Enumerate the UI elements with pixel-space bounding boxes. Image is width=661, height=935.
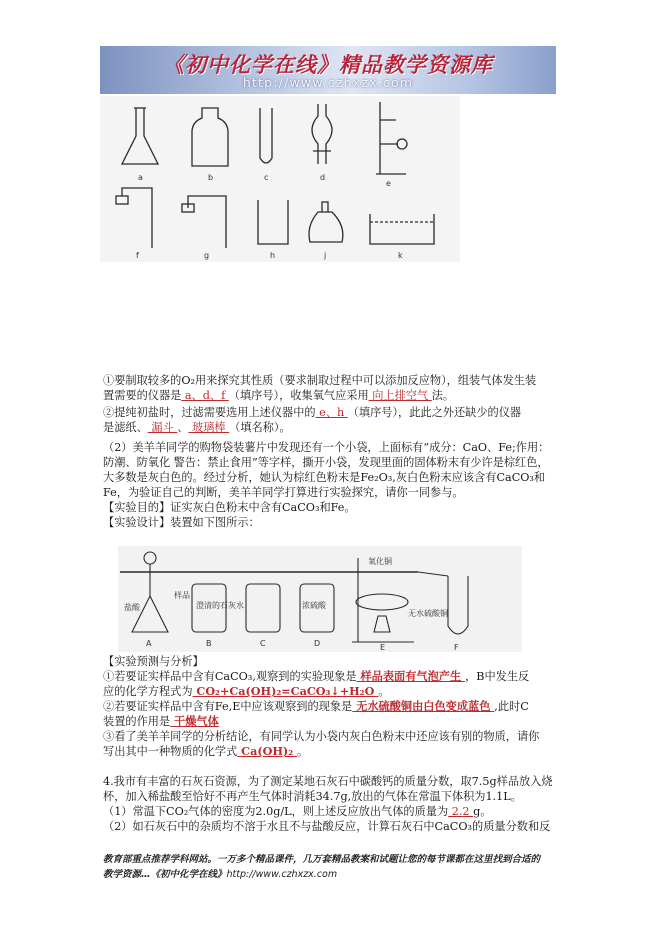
- label-E: E: [380, 643, 386, 652]
- p3-text-end: 。: [297, 745, 309, 758]
- p1-text: ①若要证实样品中含有CaCO₃,观察到的实验现象是: [103, 670, 357, 683]
- label-cuso4: 无水硫酸铜: [408, 609, 448, 618]
- q2-answer-instruments: e、h: [315, 406, 348, 419]
- apparatus-drawing: [100, 96, 460, 262]
- q2-answer-rod: 玻璃棒: [188, 421, 230, 434]
- q1-answer-method: 向上排空气: [368, 389, 432, 402]
- q4-block: [103, 774, 565, 834]
- analysis-p2-line1: [103, 699, 565, 714]
- analysis-p1-line1: [103, 669, 565, 684]
- label-F: F: [454, 643, 459, 652]
- q1-line1: ①要制取较多的O₂用来探究其性质（要求制取过程中可以添加反应物），组装气体发生装: [103, 374, 537, 387]
- q4-text-end: g。: [473, 805, 492, 818]
- q2-line2: [103, 420, 565, 435]
- q1-answer-instruments: a、d、f: [181, 389, 229, 402]
- p2-answer-phenomenon: 无水硫酸铜由白色变成蓝色: [352, 699, 495, 713]
- analysis-block: [103, 654, 565, 759]
- experiment-purpose: 【实验目的】证实灰白色粉末中含有CaCO₃和Fe。: [103, 501, 356, 514]
- p1-text-end: ，B中发生反: [465, 670, 530, 683]
- q4-line3: [103, 804, 565, 819]
- q2-line1: [103, 405, 565, 420]
- label-j: j: [324, 251, 327, 260]
- label-k: k: [398, 251, 403, 260]
- q3-line: 防潮、防氧化 警告：禁止食用”等字样，撕开小袋，发现里面的固体粉末有少许是棕红色，: [103, 456, 549, 469]
- footer-url[interactable]: http://www.czhxzx.com: [226, 869, 338, 880]
- q2-answer-funnel: 漏斗: [147, 421, 178, 434]
- apparatus-figure: [100, 96, 460, 262]
- footer-line2: [103, 867, 563, 882]
- label-cuo: 氧化铜: [368, 557, 392, 566]
- label-hcl: 盐酸: [124, 603, 140, 612]
- label-c: c: [264, 173, 269, 182]
- q2-text-end-2: （填名称）。: [229, 421, 291, 434]
- q4-answer-mass: 2.2: [448, 805, 474, 818]
- label-g: g: [204, 251, 210, 260]
- p1-answer-equation: CO₂+Ca(OH)₂=CaCO₃↓+H₂O: [192, 684, 379, 698]
- q2-text: ②提纯初盐时，过滤需要选用上述仪器中的: [103, 406, 316, 419]
- label-d: d: [320, 173, 326, 182]
- p2-answer-function: 干燥气体: [170, 714, 219, 728]
- q1-text: 置需要的仪器是: [103, 389, 182, 402]
- analysis-p1-line2: [103, 684, 565, 699]
- p2-text-2: 装置的作用是: [103, 715, 171, 728]
- q4-line2: 杯，加入稀盐酸至恰好不再产生气体时消耗34.7g,放出的气体在常温下体积为1.1L。: [103, 790, 522, 803]
- q1-block: [103, 373, 565, 403]
- label-e: e: [386, 179, 391, 188]
- footer: [103, 852, 563, 882]
- banner-url[interactable]: http://www.czhxzx.com: [242, 75, 414, 90]
- q2-text-end: （填序号），此此之外还缺少的仪器: [347, 406, 522, 419]
- q4-line4: （2）如石灰石中的杂质均不溶于水且不与盐酸反应，计算石灰石中CaCO₃的质量分数和反: [103, 820, 551, 833]
- label-sample: 样品: [174, 591, 190, 600]
- setup-drawing: [118, 546, 522, 652]
- label-B: B: [206, 639, 212, 648]
- q3-line: 大多数是灰白色的。经过分析，她认为棕红色粉末是Fe₂O₃,灰白色粉末应该含有CaCO₃和: [103, 471, 546, 484]
- q2-separator: 、: [177, 421, 189, 434]
- q2-text-2: 是滤纸、: [103, 421, 148, 434]
- label-h: h: [270, 251, 276, 260]
- header-banner: [100, 46, 556, 94]
- experiment-design: 【实验设计】装置如下图所示：: [103, 516, 260, 529]
- analysis-p3-line1: ③看了美羊羊同学的分析结论，有同学认为小袋内灰白色粉末中还应该有别的物质，请你: [103, 730, 540, 743]
- analysis-p3-line2: [103, 744, 565, 759]
- label-C: C: [260, 639, 266, 648]
- label-acid: 浓硫酸: [302, 601, 326, 610]
- q1-text-end: 法。: [431, 389, 455, 402]
- q1-text-mid: （填序号），收集氧气应采用: [228, 389, 369, 402]
- label-b: b: [208, 173, 214, 182]
- analysis-p2-line2: [103, 714, 565, 729]
- setup-figure: [118, 546, 522, 652]
- p1-text-2: 应的化学方程式为: [103, 685, 193, 698]
- q3-line: Fe，为验证自己的判断，美羊羊同学打算进行实验探究，请你一同参与。: [103, 486, 464, 499]
- footer-line1: 教育部重点推荐学科网站。一万多个精品课件，几万套精品教案和试题让您的每节课都在这里找到合适的: [103, 854, 541, 865]
- banner-title: 《初中化学在线》精品教学资源库: [163, 52, 493, 77]
- label-a: a: [138, 173, 143, 182]
- p3-answer-formula: Ca(OH)₂: [237, 744, 298, 758]
- q3-line: （2）美羊羊同学的购物袋装薯片中发现还有一个小袋，上面标有“成分：CaO、Fe;作用：: [103, 441, 550, 454]
- p2-text: ②若要证实样品中含有Fe,E中应该观察到的现象是: [103, 700, 353, 713]
- q2-block: [103, 405, 565, 435]
- q4-line1: 4.我市有丰富的石灰石资源，为了测定某地石灰石中碳酸钙的质量分数，取7.5g样品放入烧: [103, 775, 553, 788]
- label-limewater: 澄清的石灰水: [196, 601, 244, 610]
- q4-text: （1）常温下CO₂气体的密度为2.0g/L，则上述反应放出气体的质量为: [103, 805, 449, 818]
- label-f: f: [136, 251, 139, 260]
- p1-answer-phenomenon: 样品表面有气泡产生: [356, 669, 466, 683]
- q3-block: [103, 440, 565, 530]
- p2-text-end: ,此时C: [494, 700, 529, 713]
- p3-text: 写出其中一种物质的化学式: [103, 745, 238, 758]
- footer-text: 教学资源…《初中化学在线》: [103, 869, 227, 880]
- label-D: D: [314, 639, 321, 648]
- label-A: A: [146, 639, 152, 648]
- q1-line2: [103, 388, 565, 403]
- analysis-heading: 【实验预测与分析】: [103, 655, 204, 668]
- p1-text-end-2: 。: [378, 685, 390, 698]
